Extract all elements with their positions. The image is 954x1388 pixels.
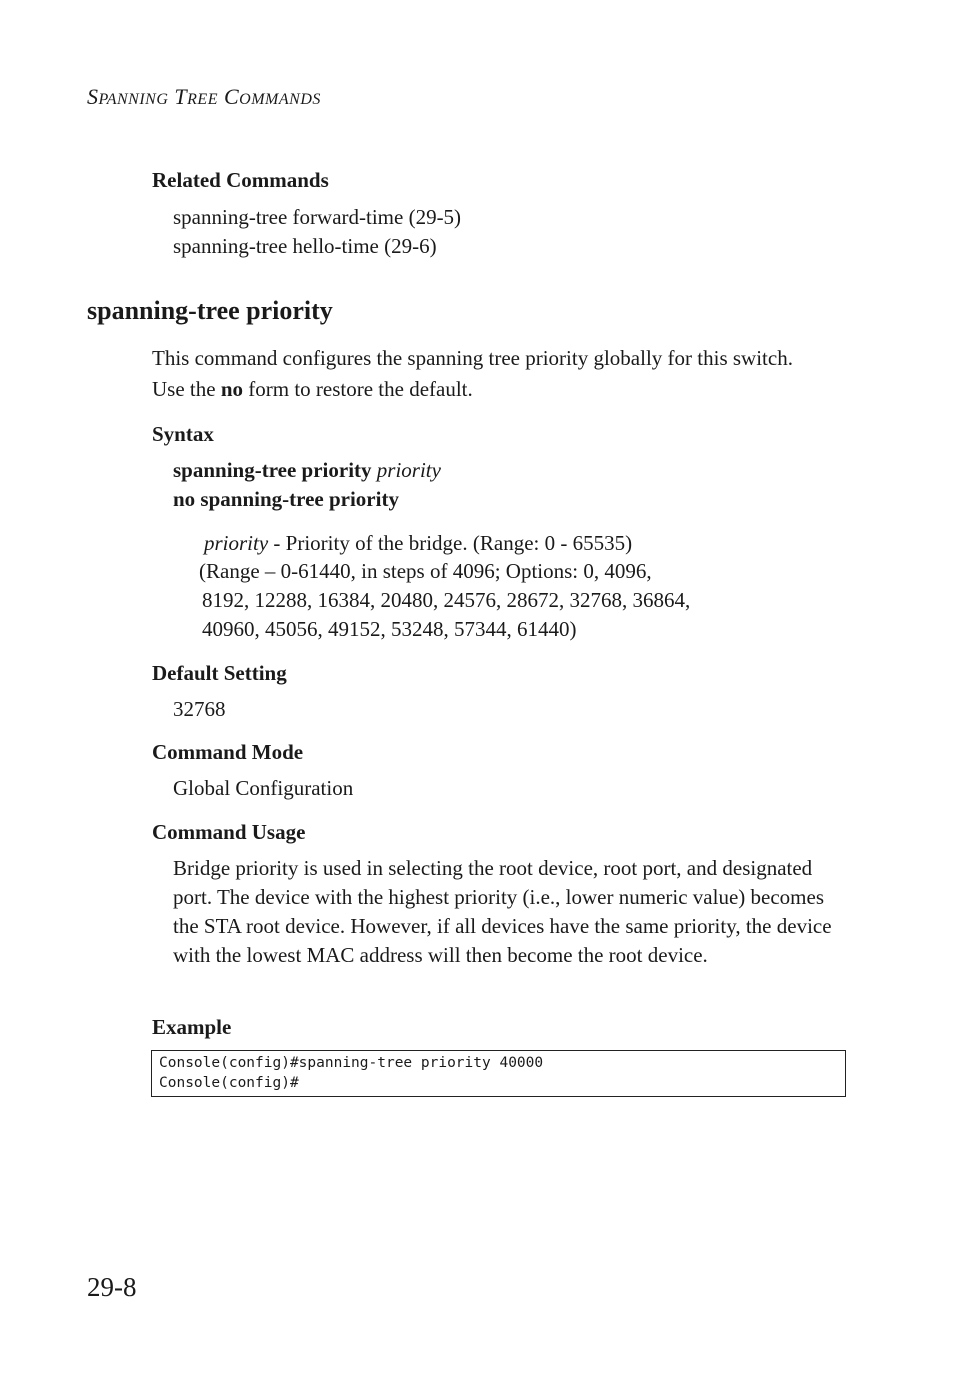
syntax-heading: Syntax: [152, 422, 214, 446]
code-line-2: Console(config)#: [159, 1075, 299, 1091]
example-heading: Example: [152, 1015, 232, 1039]
running-header: [87, 84, 321, 110]
example-code-box: [151, 1050, 846, 1097]
param-description: [204, 531, 632, 556]
param-desc: - Priority of the bridge. (Range: 0 - 65535): [268, 531, 633, 555]
default-setting-value: 32768: [173, 697, 226, 721]
header-ommands: OMMANDS: [239, 91, 321, 108]
page-number: 29-8: [87, 1272, 137, 1302]
command-usage-heading: Command Usage: [152, 820, 306, 844]
desc-bold-no: no: [220, 377, 244, 401]
param-name: priority: [204, 531, 269, 555]
desc-text-1: This command configures the spanning tree priority globally for this switch. Use the: [152, 346, 793, 401]
syntax-command-2: no spanning-tree priority: [173, 487, 399, 511]
syntax-command-1: [173, 458, 441, 483]
command-usage-text: Bridge priority is used in selecting the root device, root port, and designated port. The device with the highest priority (i.e., lower numeric value) becomes the STA root device. However, if all devices have the same priority, the device with the lowest MAC address will then become the root device.: [173, 856, 832, 967]
related-command-1: spanning-tree forward-time (29-5): [173, 205, 462, 229]
range-line-1: (Range – 0-61440, in steps of 4096; Options: 0, 4096,: [199, 559, 652, 583]
range-line-3: 40960, 45056, 49152, 53248, 57344, 61440): [202, 617, 577, 641]
desc-text-2: form to restore the default.: [243, 377, 473, 401]
command-mode-heading: Command Mode: [152, 740, 304, 764]
default-setting-heading: Default Setting: [152, 661, 287, 685]
related-command-2: spanning-tree hello-time (29-6): [173, 234, 437, 258]
header-panning: PANNING: [98, 91, 169, 108]
section-title: spanning-tree priority: [87, 296, 333, 325]
command-mode-value: Global Configuration: [173, 776, 354, 800]
syntax-cmd1-bold: spanning-tree priority: [173, 458, 372, 482]
header-s: S: [87, 84, 99, 109]
related-commands-heading: Related Commands: [152, 168, 329, 192]
syntax-cmd1-param: priority: [376, 458, 441, 482]
header-t: T: [174, 84, 188, 109]
header-c: C: [223, 84, 240, 109]
section-description: [152, 343, 812, 405]
code-line-1: Console(config)#spanning-tree priority 40000: [159, 1055, 544, 1071]
range-line-2: 8192, 12288, 16384, 20480, 24576, 28672, 32768, 36864,: [202, 588, 691, 612]
header-ree: REE: [187, 91, 218, 108]
